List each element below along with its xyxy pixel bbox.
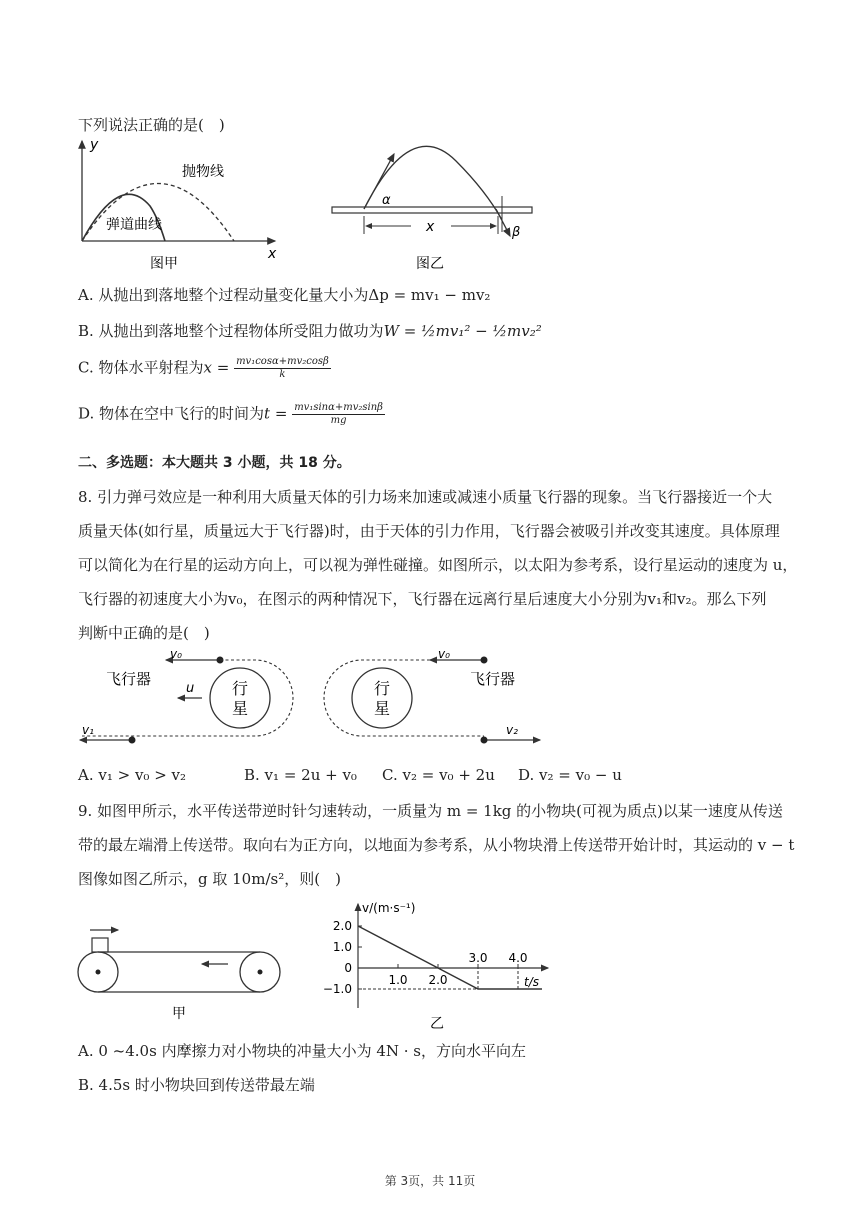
beta-label: β [512,225,521,240]
parabola-label: 抛物线 [182,164,224,180]
chart-x-label: t/s [524,975,539,989]
fig-b-caption: 乙 [430,1016,444,1032]
right-v2-label: v₂ [506,723,518,737]
q8-line-4: 飞行器的初速度大小为v₀，在图示的两种情况下，飞行器在远离行星后速度大小分别为v₁和v₂。那么下列 [78,590,767,608]
q9-line-1: 9. 如图甲所示，水平传送带逆时针匀速转动，一质量为 m = 1kg 的小物块(可视为质点)以某一速度从传送 [78,802,783,820]
q8-option-d: D. v₂ = v₀ − u [518,766,622,784]
q8-line-1: 8. 引力弹弓效应是一种利用大质量天体的引力场来加速或减速小质量飞行器的现象。当飞行器接近一个大 [78,488,773,506]
q7-option-a: A. 从抛出到落地整个过程动量变化量大小为Δp = mv₁ − mv₂ [78,286,491,304]
left-planet-char-2: 星 [231,699,249,718]
q7-option-c-fraction: $\frac{\text{mv₁cosα+mv₂cosβ}}{k}$ [236,356,329,380]
fig1-caption: 图甲 [150,256,178,272]
q8-options [78,766,622,784]
right-planet-char-2: 星 [373,699,391,718]
q7-option-d-fraction: $\frac{\text{mv₁sinα+mv₂sinβ}}{mg}$ [294,402,383,426]
q7-option-d [78,402,385,427]
q7-figure-2 [326,136,546,276]
left-planet-char-1: 行 [231,679,249,698]
x-tick-label: 4.0 [508,951,528,965]
left-v0-label: v₀ [170,648,182,661]
fig-a-caption: 甲 [172,1006,186,1022]
q7-option-d-text: D. 物体在空中飞行的时间为 [78,404,265,423]
section-2-header: 二、多选题：本大题共 3 小题，共 18 分。 [78,455,351,471]
right-craft-start-dot [481,657,488,664]
y-tick-label: 0 [344,961,352,975]
q9-option-b: B. 4.5s 时小物块回到传送带最左端 [78,1076,315,1094]
q8-line-5: 判断中正确的是( ) [78,624,210,642]
chart-ticks [323,919,528,996]
y-tick-label: −1.0 [322,982,352,996]
q8-option-b: B. v₁ = 2u + v₀ [244,766,357,784]
q8-figure [70,648,550,753]
q7-option-d-lhs: t = [264,404,288,423]
left-pulley-axle [96,970,101,975]
x-tick-label: 2.0 [428,973,448,987]
q9-vt-chart [310,898,560,1034]
q8-option-c: C. v₂ = v₀ + 2u [382,766,495,784]
fig2-caption: 图乙 [416,256,444,272]
q7-figure-1 [70,136,290,276]
small-block [92,938,108,952]
chart-y-label: v/(m·s⁻¹) [362,901,416,915]
q9-line-2: 带的最左端滑上传送带。取向右为正方向，以地面为参考系，从小物块滑上传送带开始计时，其运动的 v − t [78,836,795,854]
ballistic-label: 弹道曲线 [106,217,162,233]
x-tick-label: 3.0 [468,951,488,965]
q9-figure-a [72,922,292,1032]
range-x-label: x [426,219,435,235]
q8-option-a: A. v₁ > v₀ > v₂ [78,766,187,784]
left-planet [210,668,270,728]
right-craft-end-dot [481,737,488,744]
x-tick-label: 1.0 [388,973,408,987]
right-planet [352,668,412,728]
q7-option-c-text: C. 物体水平射程为 [78,358,204,377]
y-tick-label: 2.0 [332,919,352,933]
left-craft-label: 飞行器 [106,670,152,688]
q7-option-c-lhs: x = [203,358,230,377]
q7-option-b-text: B. 从抛出到落地整个过程物体所受阻力做功为 [78,322,384,340]
q9-option-a: A. 0 ~4.0s 内摩擦力对小物块的冲量大小为 4N · s，方向水平向左 [78,1042,527,1060]
q9-line-3: 图像如图乙所示，g 取 10m/s²，则( ) [78,870,341,888]
fig1-x-label: x [268,246,277,262]
q7-option-b-formula: W = ½mv₁² − ½mv₂² [383,322,542,340]
q8-line-3: 可以简化为在行星的运动方向上，可以视为弹性碰撞。如图所示，以太阳为参考系，设行星运动的速度为 u， [78,556,798,574]
left-u-label: u [186,681,195,696]
page-footer: 第 3页，共 11页 [384,1174,476,1188]
y-tick-label: 1.0 [332,940,352,954]
left-craft-end-dot [129,737,136,744]
fig1-y-label: y [90,137,99,153]
right-pulley-axle [258,970,263,975]
right-v0-label: v₀ [438,648,450,661]
alpha-label: α [382,193,391,208]
q7-stem-tail: 下列说法正确的是( ) [78,116,225,134]
left-v1-label: v₁ [82,723,94,737]
right-craft-label: 飞行器 [470,670,516,688]
q8-line-2: 质量天体(如行星，质量远大于飞行器)时，由于天体的引力作用，飞行器会被吸引并改变其速度。具体原理 [78,522,780,540]
right-planet-char-1: 行 [373,679,391,698]
q7-option-c [78,356,331,381]
q7-option-b [78,320,542,341]
